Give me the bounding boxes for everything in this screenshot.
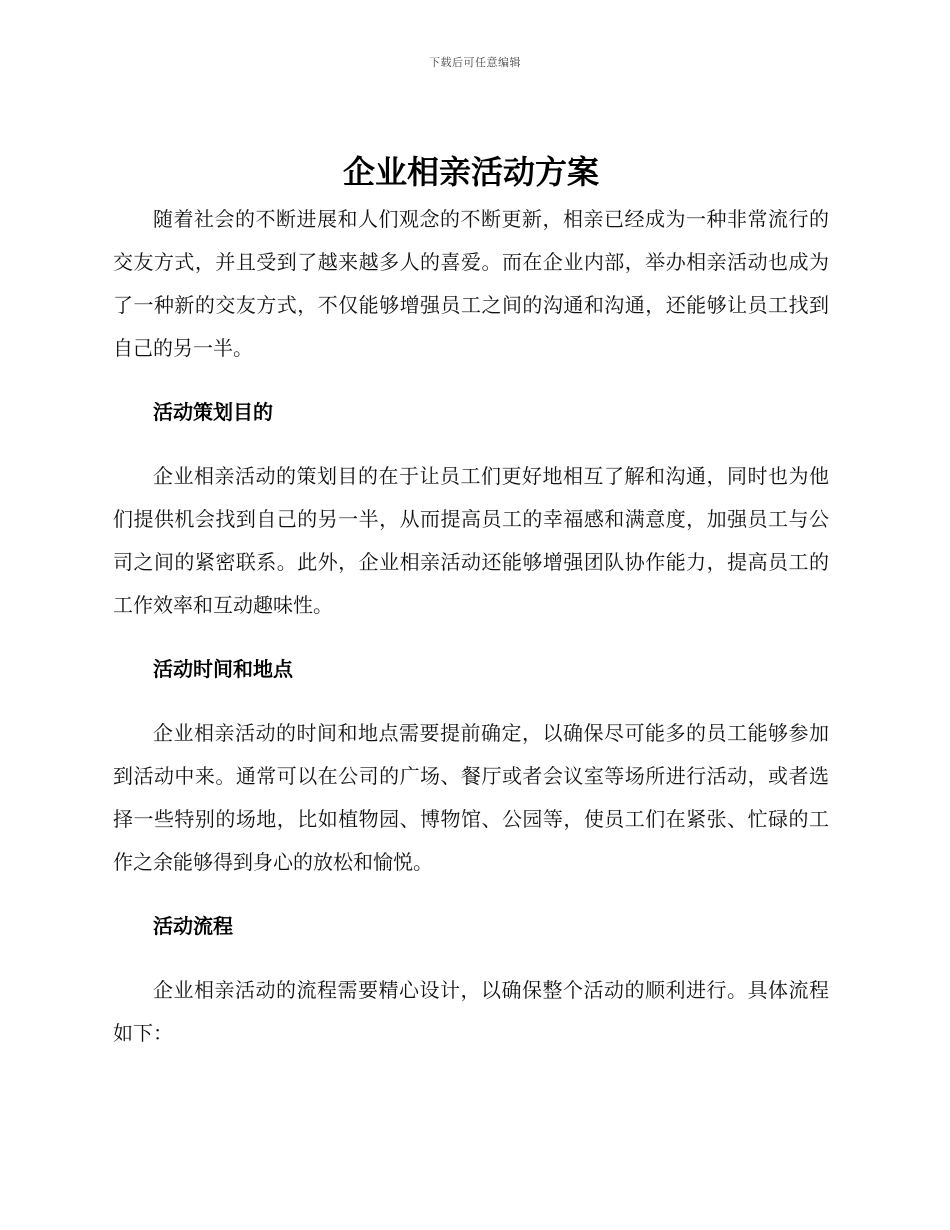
document-body [113, 150, 829, 1055]
intro-paragraph: 随着社会的不断进展和人们观念的不断更新，相亲已经成为一种非常流行的交友方式，并且受到了越来越多人的喜爱。而在企业内部，举办相亲活动也成为了一种新的交友方式，不仅能够增强员工之间的沟通和沟通，还能够让员工找到自己的另一半。 [113, 207, 829, 360]
section-body-purpose: 企业相亲活动的策划目的在于让员工们更好地相互了解和沟通，同时也为他们提供机会找到自己的另一半，从而提高员工的幸福感和满意度，加强员工与公司之间的紧密联系。此外，企业相亲活动还能够增强团队协作能力，提高员工的工作效率和互动趣味性。 [113, 464, 829, 617]
section-body-time-place: 企业相亲活动的时间和地点需要提前确定，以确保尽可能多的员工能够参加到活动中来。通常可以在公司的广场、餐厅或者会议室等场所进行活动，或者选择一些特别的场地，比如植物园、博物馆、公园等，使员工们在紧张、忙碌的工作之余能够得到身心的放松和愉悦。 [113, 721, 829, 874]
section-heading-process: 活动流程 [153, 914, 233, 938]
header-note: 下载后可任意编辑 [429, 56, 521, 69]
section-heading-purpose: 活动策划目的 [153, 400, 273, 424]
document-title: 企业相亲活动方案 [342, 153, 599, 191]
section-body-process: 企业相亲活动的流程需要精心设计，以确保整个活动的顺利进行。具体流程如下： [113, 978, 829, 1045]
section-heading-time-place: 活动时间和地点 [153, 657, 293, 681]
